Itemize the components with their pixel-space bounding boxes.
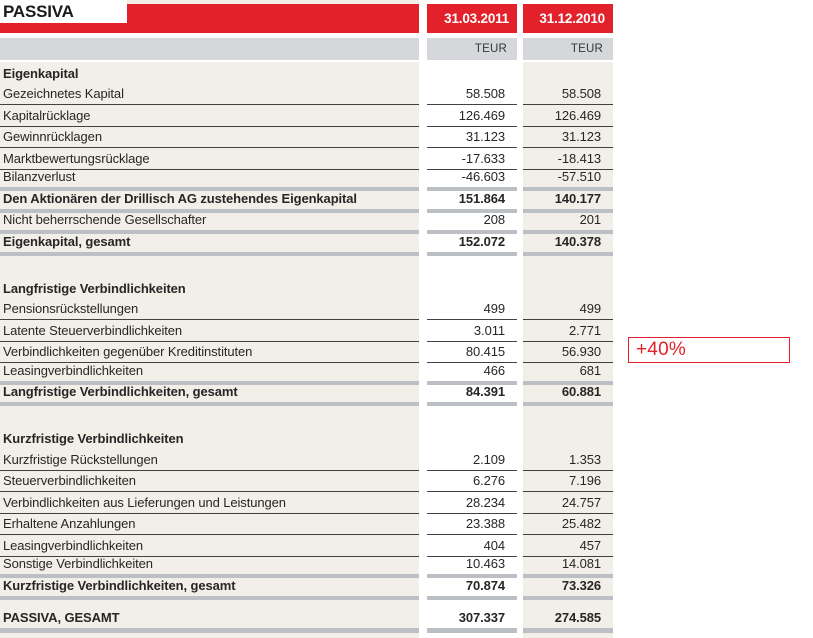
value-2010: 140.177 bbox=[523, 191, 613, 213]
row-label: Eigenkapital, gesamt bbox=[0, 234, 419, 256]
row-label: Leasingverbindlichkeiten bbox=[0, 535, 419, 557]
value-2011: 499 bbox=[427, 299, 517, 321]
row-label: Erhaltene Anzahlungen bbox=[0, 514, 419, 536]
spacer-row bbox=[0, 633, 613, 638]
value-2011 bbox=[427, 277, 517, 299]
table-row bbox=[0, 535, 613, 557]
column-gap bbox=[419, 514, 427, 536]
value-2011: -17.633 bbox=[427, 148, 517, 170]
column-gap bbox=[419, 191, 427, 213]
value-2010: 25.482 bbox=[523, 514, 613, 536]
table-row bbox=[0, 471, 613, 493]
column-header-date-2011: 31.03.2011 bbox=[427, 4, 517, 33]
page-title: PASSIVA bbox=[0, 0, 127, 23]
spacer-row bbox=[0, 256, 613, 278]
table-row bbox=[0, 514, 613, 536]
table-row bbox=[0, 557, 613, 579]
value-2010: 31.123 bbox=[523, 127, 613, 149]
table-row bbox=[0, 320, 613, 342]
value-2011: 3.011 bbox=[427, 320, 517, 342]
row-label: Kurzfristige Verbindlichkeiten bbox=[0, 428, 419, 450]
value-2011: 208 bbox=[427, 213, 517, 235]
table-row bbox=[0, 428, 613, 450]
row-label: Sonstige Verbindlichkeiten bbox=[0, 557, 419, 579]
value-2010: 126.469 bbox=[523, 105, 613, 127]
value-2011: 80.415 bbox=[427, 342, 517, 364]
column-gap bbox=[419, 62, 427, 84]
value-2011 bbox=[427, 62, 517, 84]
table-row bbox=[0, 105, 613, 127]
column-header-date-2010: 31.12.2010 bbox=[523, 4, 613, 33]
column-gap bbox=[419, 127, 427, 149]
table-row bbox=[0, 84, 613, 106]
column-gap bbox=[419, 148, 427, 170]
value-2011: 152.072 bbox=[427, 234, 517, 256]
value-2010: 24.757 bbox=[523, 492, 613, 514]
column-gap bbox=[419, 342, 427, 364]
row-label: Kurzfristige Verbindlichkeiten, gesamt bbox=[0, 578, 419, 600]
value-2010: -18.413 bbox=[523, 148, 613, 170]
row-label: Verbindlichkeiten aus Lieferungen und Leistungen bbox=[0, 492, 419, 514]
value-2011: 70.874 bbox=[427, 578, 517, 600]
row-label: Eigenkapital bbox=[0, 62, 419, 84]
table-row bbox=[0, 492, 613, 514]
row-label: Gezeichnetes Kapital bbox=[0, 84, 419, 106]
column-gap bbox=[419, 385, 427, 407]
column-gap bbox=[419, 170, 427, 192]
row-label: Verbindlichkeiten gegenüber Kreditinstituten bbox=[0, 342, 419, 364]
row-label: Nicht beherrschende Gesellschafter bbox=[0, 213, 419, 235]
row-label: Den Aktionären der Drillisch AG zustehendes Eigenkapital bbox=[0, 191, 419, 213]
spacer-row bbox=[0, 406, 613, 428]
table-row bbox=[0, 299, 613, 321]
value-2010: 56.930 bbox=[523, 342, 613, 364]
row-label: Langfristige Verbindlichkeiten, gesamt bbox=[0, 385, 419, 407]
column-gap bbox=[419, 256, 427, 278]
value-2011: 2.109 bbox=[427, 449, 517, 471]
value-2011 bbox=[427, 633, 517, 638]
column-gap bbox=[419, 277, 427, 299]
annotation-badge: +40% bbox=[628, 337, 790, 363]
column-gap bbox=[419, 406, 427, 428]
row-label: Kapitalrücklage bbox=[0, 105, 419, 127]
column-gap bbox=[419, 213, 427, 235]
table-row bbox=[0, 191, 613, 213]
table-row bbox=[0, 578, 613, 600]
value-2011: 58.508 bbox=[427, 84, 517, 106]
value-2010: 681 bbox=[523, 363, 613, 385]
value-2010 bbox=[523, 406, 613, 428]
row-label: Langfristige Verbindlichkeiten bbox=[0, 277, 419, 299]
table-row bbox=[0, 449, 613, 471]
value-2010: 60.881 bbox=[523, 385, 613, 407]
column-gap bbox=[419, 492, 427, 514]
value-2011: 404 bbox=[427, 535, 517, 557]
value-2010 bbox=[523, 62, 613, 84]
value-2010: 58.508 bbox=[523, 84, 613, 106]
value-2011: 466 bbox=[427, 363, 517, 385]
column-gap bbox=[419, 84, 427, 106]
value-2010 bbox=[523, 277, 613, 299]
column-gap bbox=[419, 363, 427, 385]
table-row bbox=[0, 234, 613, 256]
row-label: Steuerverbindlichkeiten bbox=[0, 471, 419, 493]
value-2011: 10.463 bbox=[427, 557, 517, 579]
table-row bbox=[0, 342, 613, 364]
column-unit-2010: TEUR bbox=[523, 38, 613, 60]
row-label: Latente Steuerverbindlichkeiten bbox=[0, 320, 419, 342]
value-2010: 274.585 bbox=[523, 608, 613, 633]
value-2010 bbox=[523, 256, 613, 278]
row-label: Leasingverbindlichkeiten bbox=[0, 363, 419, 385]
column-gap bbox=[419, 449, 427, 471]
table-row bbox=[0, 62, 613, 84]
value-2011 bbox=[427, 406, 517, 428]
column-gap bbox=[419, 105, 427, 127]
spacer-row bbox=[0, 600, 613, 608]
unit-row-bar bbox=[0, 38, 419, 60]
value-2010: 457 bbox=[523, 535, 613, 557]
value-2011: 23.388 bbox=[427, 514, 517, 536]
value-2010 bbox=[523, 428, 613, 450]
value-2010: -57.510 bbox=[523, 170, 613, 192]
value-2011: 84.391 bbox=[427, 385, 517, 407]
column-gap bbox=[419, 320, 427, 342]
table-row bbox=[0, 213, 613, 235]
row-label: Bilanzverlust bbox=[0, 170, 419, 192]
value-2011: 151.864 bbox=[427, 191, 517, 213]
column-gap bbox=[419, 608, 427, 633]
row-label: Pensionsrückstellungen bbox=[0, 299, 419, 321]
value-2011: -46.603 bbox=[427, 170, 517, 192]
table-row bbox=[0, 148, 613, 170]
value-2011: 307.337 bbox=[427, 608, 517, 633]
column-gap bbox=[419, 578, 427, 600]
column-gap bbox=[419, 535, 427, 557]
row-label bbox=[0, 633, 419, 638]
column-gap bbox=[419, 633, 427, 638]
value-2011 bbox=[427, 428, 517, 450]
column-gap bbox=[419, 234, 427, 256]
table-row bbox=[0, 277, 613, 299]
value-2010: 2.771 bbox=[523, 320, 613, 342]
row-label: Marktbewertungsrücklage bbox=[0, 148, 419, 170]
column-gap bbox=[419, 557, 427, 579]
table-row bbox=[0, 170, 613, 192]
table-body bbox=[0, 62, 613, 638]
row-label bbox=[0, 256, 419, 278]
row-label: Gewinnrücklagen bbox=[0, 127, 419, 149]
value-2010: 499 bbox=[523, 299, 613, 321]
value-2011: 31.123 bbox=[427, 127, 517, 149]
value-2010 bbox=[523, 633, 613, 638]
value-2010: 7.196 bbox=[523, 471, 613, 493]
value-2010: 73.326 bbox=[523, 578, 613, 600]
value-2011 bbox=[427, 256, 517, 278]
row-label bbox=[0, 600, 419, 608]
table-row bbox=[0, 385, 613, 407]
value-2010: 14.081 bbox=[523, 557, 613, 579]
value-2011: 126.469 bbox=[427, 105, 517, 127]
value-2011: 6.276 bbox=[427, 471, 517, 493]
column-gap bbox=[419, 428, 427, 450]
column-gap bbox=[419, 299, 427, 321]
column-gap bbox=[419, 471, 427, 493]
row-label: PASSIVA, GESAMT bbox=[0, 608, 419, 633]
value-2010: 140.378 bbox=[523, 234, 613, 256]
value-2011 bbox=[427, 600, 517, 608]
value-2010 bbox=[523, 600, 613, 608]
column-unit-2011: TEUR bbox=[427, 38, 517, 60]
value-2011: 28.234 bbox=[427, 492, 517, 514]
table-row bbox=[0, 127, 613, 149]
table-row bbox=[0, 363, 613, 385]
column-gap bbox=[419, 600, 427, 608]
value-2010: 201 bbox=[523, 213, 613, 235]
table-row bbox=[0, 608, 613, 633]
row-label bbox=[0, 406, 419, 428]
value-2010: 1.353 bbox=[523, 449, 613, 471]
row-label: Kurzfristige Rückstellungen bbox=[0, 449, 419, 471]
